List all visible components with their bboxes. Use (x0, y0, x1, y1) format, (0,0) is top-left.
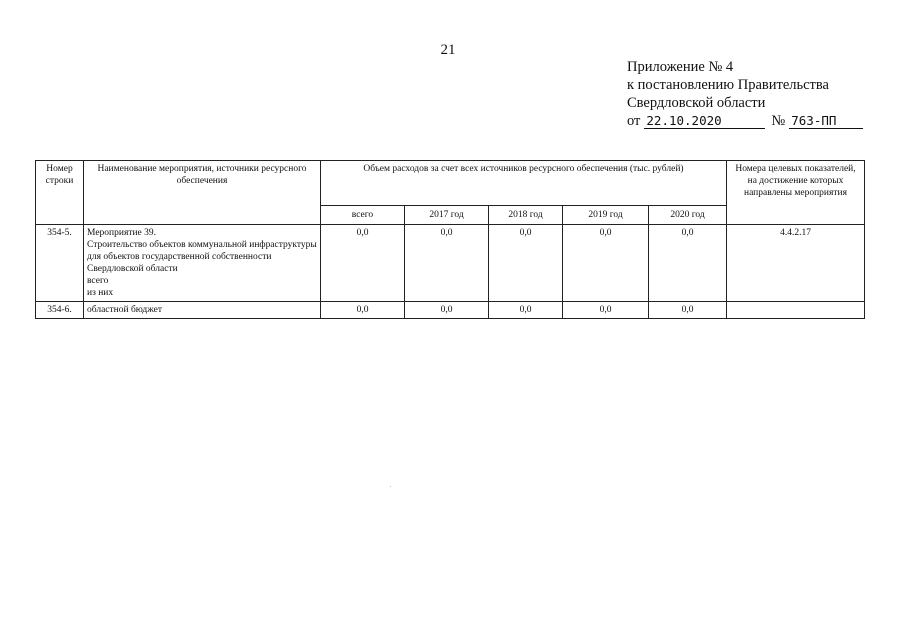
row-number: 354-6. (36, 302, 84, 319)
table-row (36, 225, 865, 302)
value-2020: 0,0 (649, 302, 727, 319)
table-row (36, 302, 865, 319)
header-2020: 2020 год (649, 206, 727, 225)
value-2019: 0,0 (563, 302, 649, 319)
from-prefix: от (627, 113, 641, 129)
appendix-title: Приложение № 4 (627, 59, 734, 75)
header-name: Наименование мероприятия, источники ресурсного обеспечения (84, 161, 321, 225)
header-2018: 2018 год (489, 206, 563, 225)
header-row-number: Номер строки (36, 161, 84, 225)
value-total: 0,0 (321, 225, 405, 302)
measure-subitems-label: из них (87, 288, 114, 298)
header-2017: 2017 год (405, 206, 489, 225)
scan-dot (390, 486, 391, 487)
page-number: 21 (440, 42, 456, 58)
row-name (84, 225, 321, 302)
value-2019: 0,0 (563, 225, 649, 302)
resolution-date: 22.10.2020 (644, 113, 765, 129)
header-total: всего (321, 206, 405, 225)
header-2019: 2019 год (563, 206, 649, 225)
resolution-number: 763-ПП (789, 113, 863, 129)
expenses-table (35, 160, 865, 319)
appendix-date-line (627, 112, 863, 130)
header-targets: Номера целевых показателей, на достижение которых направлены мероприятия (727, 161, 865, 225)
value-2017: 0,0 (405, 225, 489, 302)
measure-description: Строительство объектов коммунальной инфраструктуры для объектов государственной собственности Свердловской области (87, 240, 317, 274)
value-total: 0,0 (321, 302, 405, 319)
target-indicator: 4.4.2.17 (727, 225, 865, 302)
measure-title: Мероприятие 39. (87, 228, 157, 238)
row-name: областной бюджет (84, 302, 321, 319)
appendix-region: Свердловской области (627, 95, 766, 111)
appendix-resolution: к постановлению Правительства (627, 77, 829, 93)
header-expenses: Объем расходов за счет всех источников ресурсного обеспечения (тыс. рублей) (321, 161, 727, 206)
value-2018: 0,0 (489, 225, 563, 302)
value-2018: 0,0 (489, 302, 563, 319)
measure-total-label: всего (87, 276, 109, 286)
table-header-row (36, 161, 865, 206)
row-number: 354-5. (36, 225, 84, 302)
target-indicator (727, 302, 865, 319)
value-2020: 0,0 (649, 225, 727, 302)
number-prefix: № (771, 113, 786, 129)
appendix-block (627, 58, 863, 130)
value-2017: 0,0 (405, 302, 489, 319)
